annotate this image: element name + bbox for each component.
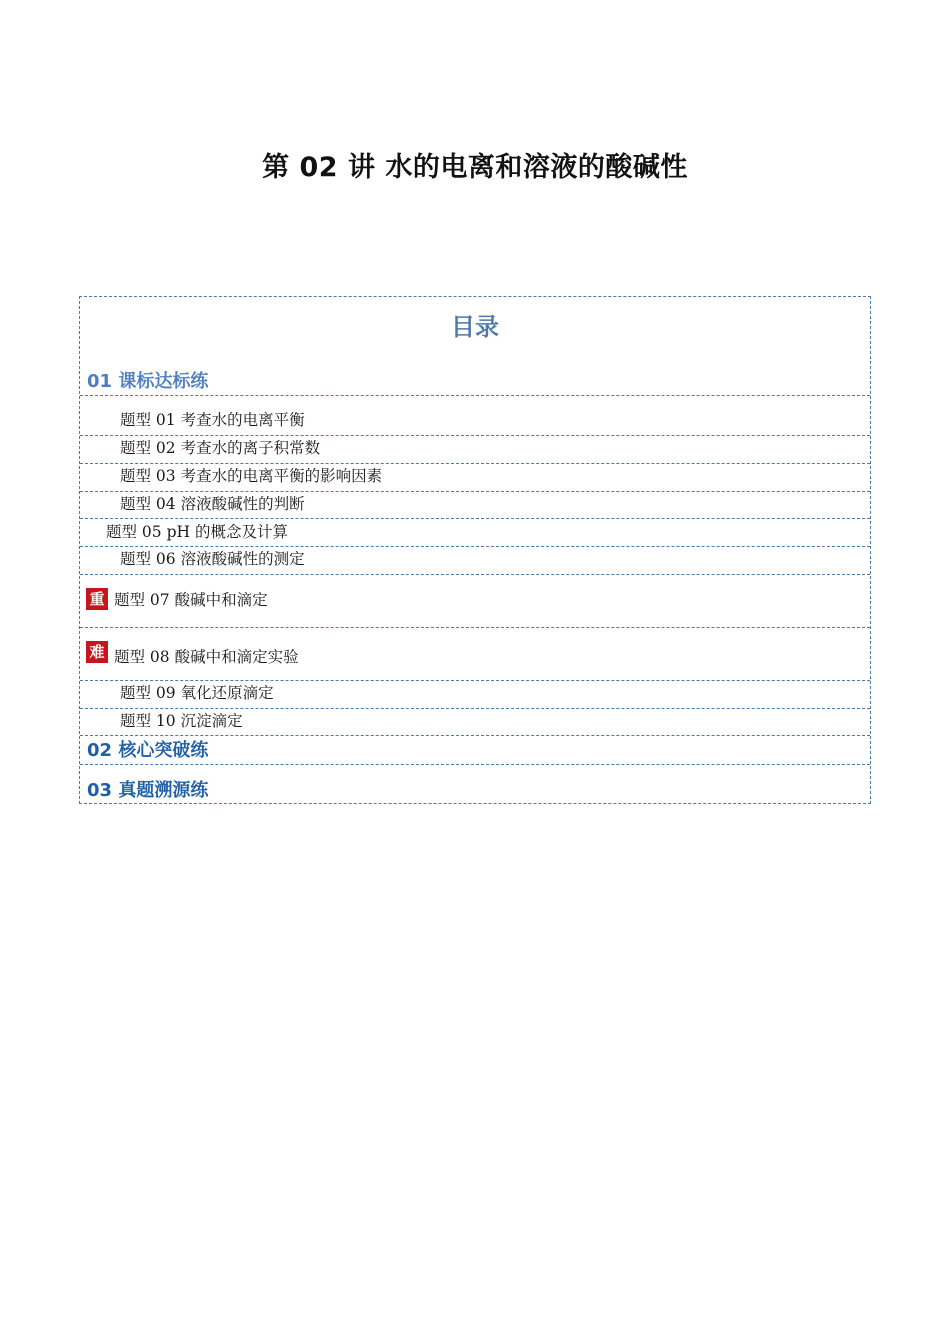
toc-divider (80, 546, 870, 547)
toc-divider (80, 435, 870, 436)
toc-divider (80, 735, 870, 736)
toc-item-04[interactable]: 题型 04 溶液酸碱性的判断 (120, 495, 305, 513)
toc-divider (80, 518, 870, 519)
toc-divider (80, 627, 870, 628)
toc-divider (80, 574, 870, 575)
key-point-badge: 重 (86, 588, 108, 610)
toc-divider (80, 708, 870, 709)
toc-item-10[interactable]: 题型 10 沉淀滴定 (120, 712, 243, 730)
toc-item-01[interactable]: 题型 01 考查水的电离平衡 (120, 411, 305, 429)
toc-heading: 目录 (451, 313, 499, 341)
toc-divider (80, 463, 870, 464)
toc-item-09[interactable]: 题型 09 氧化还原滴定 (120, 684, 274, 702)
table-of-contents (79, 296, 871, 804)
toc-item-08[interactable]: 题型 08 酸碱中和滴定实验 (114, 648, 299, 666)
toc-divider (80, 491, 870, 492)
toc-section-03[interactable]: 03 真题溯源练 (87, 780, 209, 801)
toc-section-02[interactable]: 02 核心突破练 (87, 740, 209, 761)
difficult-badge: 难 (86, 641, 108, 663)
toc-item-07[interactable]: 题型 07 酸碱中和滴定 (114, 591, 268, 609)
toc-divider (80, 764, 870, 765)
toc-item-06[interactable]: 题型 06 溶液酸碱性的测定 (120, 550, 305, 568)
toc-item-05[interactable]: 题型 05 pH 的概念及计算 (106, 523, 288, 541)
document-title: 第 02 讲 水的电离和溶液的酸碱性 (262, 152, 688, 183)
toc-item-03[interactable]: 题型 03 考查水的电离平衡的影响因素 (120, 467, 383, 485)
toc-divider (80, 395, 870, 396)
toc-divider (80, 680, 870, 681)
toc-section-01[interactable]: 01 课标达标练 (87, 371, 209, 392)
toc-item-02[interactable]: 题型 02 考查水的离子积常数 (120, 439, 321, 457)
